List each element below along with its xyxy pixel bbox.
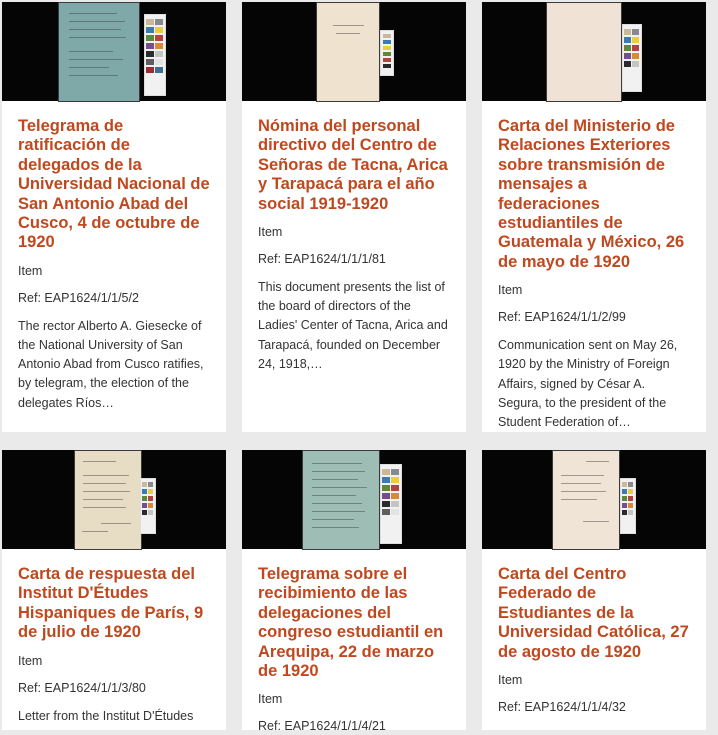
document-thumbnail[interactable] [2, 450, 226, 549]
item-type: Item [18, 263, 43, 278]
item-type: Item [498, 673, 523, 688]
item-reference: Ref: EAP1624/1/1/1/81 [258, 252, 386, 267]
item-type: Item [498, 283, 523, 298]
document-thumbnail[interactable] [2, 2, 226, 101]
document-scan-image [58, 2, 140, 102]
document-thumbnail[interactable] [482, 450, 706, 549]
result-card[interactable] [482, 2, 706, 432]
item-title-link[interactable]: Nómina del personal directivo del Centro de Señoras de Tacna, Arica y Tarapacá para el año social 1919-1920 [258, 117, 448, 213]
result-card[interactable] [242, 2, 466, 432]
item-title-link[interactable]: Telegrama sobre el recibimiento de las delegaciones del congreso estudiantil en Arequipa, 22 de marzo de 1920 [258, 565, 444, 681]
item-type: Item [258, 692, 283, 707]
document-scan-image [546, 2, 622, 102]
item-reference: Ref: EAP1624/1/1/5/2 [18, 290, 139, 305]
document-scan-image [302, 450, 380, 550]
document-scan-image [552, 450, 620, 550]
color-checker-icon [140, 478, 156, 534]
item-title-link[interactable]: Telegrama de ratificación de delegados de la Universidad Nacional de San Antonio Abad del Cusco, 4 de octubre de 1920 [18, 117, 210, 252]
item-description: Letter from the Institut D'Études [18, 708, 194, 723]
document-scan-image [74, 450, 142, 550]
color-checker-icon [380, 464, 402, 544]
result-card[interactable] [242, 450, 466, 734]
color-checker-icon [620, 478, 636, 534]
item-description: The rector Alberto A. Giesecke of the National University of San Antonio Abad from Cusco ratifies, by telegram, the election of the delegates Ríos… [18, 318, 204, 410]
color-checker-icon [380, 30, 394, 76]
item-reference: Ref: EAP1624/1/1/4/32 [498, 700, 626, 715]
item-type: Item [18, 653, 43, 668]
item-description: Communication sent on May 26, 1920 by the Ministry of Foreign Affairs, signed by César A. Segura, to the president of the Student Federation of… [498, 338, 678, 430]
item-title-link[interactable]: Carta del Ministerio de Relaciones Exteriores sobre transmisión de mensajes a federaciones estudiantiles de Guatemala y México, 26 de mayo de 1920 [498, 117, 685, 271]
item-description: This document presents the list of the board of directors of the Ladies' Center of Tacna, Arica and Tarapacá, founded on December 24, 1918,… [258, 280, 448, 371]
document-scan-image [316, 2, 380, 102]
item-reference: Ref: EAP1624/1/1/3/80 [18, 680, 146, 695]
color-checker-icon [144, 14, 166, 96]
item-reference: Ref: EAP1624/1/1/2/99 [498, 310, 626, 325]
result-card[interactable] [2, 2, 226, 432]
item-title-link[interactable]: Carta de respuesta del Institut D'Études Hispaniques de París, 9 de julio de 1920 [18, 565, 204, 642]
document-thumbnail[interactable] [242, 2, 466, 101]
document-thumbnail[interactable] [242, 450, 466, 549]
result-card[interactable] [2, 450, 226, 730]
item-title-link[interactable]: Carta del Centro Federado de Estudiantes de la Universidad Católica, 27 de agosto de 1920 [498, 565, 689, 661]
result-card[interactable] [482, 450, 706, 730]
document-thumbnail[interactable] [482, 2, 706, 101]
color-checker-icon [622, 24, 642, 92]
item-type: Item [258, 225, 283, 240]
item-reference: Ref: EAP1624/1/1/4/21 [258, 719, 386, 734]
